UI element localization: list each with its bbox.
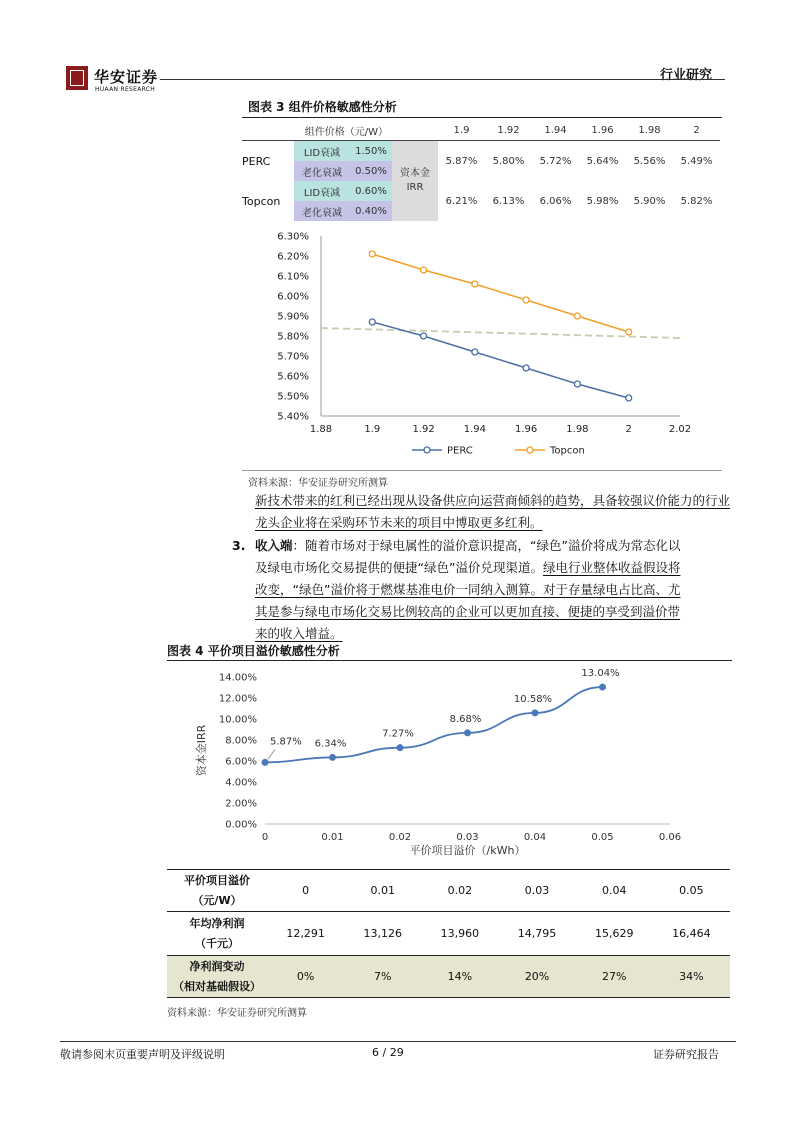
y-tick-label: 10.00% — [218, 714, 257, 726]
y-tick-label: 6.30% — [277, 231, 309, 243]
premium-table — [167, 869, 730, 998]
irr-cell: 5.87% — [445, 155, 478, 167]
row-header: 净利润变动 （相对基础假设） — [173, 959, 261, 993]
data-point — [421, 267, 427, 273]
para-line: 其是参与绿电市场化交易比例较高的企业可以更加直接、便捷的享受到溢价带 — [255, 604, 681, 619]
premium-cell: 0.05 — [679, 884, 704, 897]
data-label: 7.27% — [382, 728, 414, 740]
lid-value: 1.50% — [350, 141, 392, 162]
data-point — [574, 313, 580, 319]
lid-value: 0.60% — [350, 181, 392, 201]
change-cell: 20% — [524, 970, 550, 983]
figure3-bottom-rule — [242, 470, 722, 471]
data-point — [369, 251, 375, 257]
y-tick-label: 6.10% — [277, 271, 309, 283]
legend-label: Topcon — [550, 445, 585, 457]
data-label: 13.04% — [581, 668, 620, 680]
irr-cell: 6.21% — [445, 195, 478, 207]
component-price-table — [242, 120, 720, 221]
irr-cell: 5.98% — [586, 195, 619, 207]
footer-disclaimer: 敬请参阅末页重要声明及评级说明 — [60, 1048, 225, 1061]
x-tick-label: 0 — [261, 832, 269, 843]
footer-report-type: 证券研究报告 — [653, 1048, 719, 1061]
para-line: 及绿电市场化交易提供的便捷“绿色”溢价兑现渠道。 — [255, 560, 543, 575]
legend-label: PERC — [447, 445, 473, 457]
x-tick-label: 0.06 — [658, 832, 682, 843]
data-point — [523, 297, 529, 303]
change-cell: 27% — [601, 970, 627, 983]
profit-cell: 13,960 — [440, 927, 480, 940]
y-tick-label: 5.40% — [277, 411, 309, 423]
lid-label: LID衰减 — [294, 181, 350, 201]
para-line: 来的收入增益。 — [255, 626, 343, 641]
data-point — [523, 365, 529, 371]
paragraph-2 — [232, 535, 742, 645]
y-tick-label: 5.70% — [277, 351, 309, 363]
y-tick-label: 4.00% — [225, 777, 257, 789]
irr-label: 资本金IRR — [392, 141, 438, 222]
price-cell: 1.96 — [591, 124, 614, 136]
data-point — [329, 754, 336, 761]
premium-cell: 0.04 — [601, 884, 627, 897]
price-cell: 1.92 — [497, 124, 520, 136]
y-axis-title: 资本金IRR — [195, 724, 208, 777]
component-price-chart — [242, 226, 732, 466]
data-point — [574, 381, 580, 387]
aging-value: 0.40% — [350, 201, 392, 221]
data-point — [369, 319, 375, 325]
x-tick-label: 1.88 — [309, 424, 333, 435]
y-tick-label: 6.20% — [277, 251, 309, 263]
data-label: 5.87% — [270, 736, 302, 748]
premium-cell: 0.03 — [524, 884, 550, 897]
lid-label: LID衰减 — [294, 141, 350, 162]
x-tick-label: 0.04 — [523, 832, 547, 843]
irr-cell: 6.06% — [539, 195, 572, 207]
y-tick-label: 5.90% — [277, 311, 309, 323]
x-tick-label: 1.96 — [515, 424, 538, 435]
legend-marker — [527, 447, 533, 453]
data-point — [472, 281, 478, 287]
paragraph-1: 新技术带来的红利已经出现从设备供应向运营商倾斜的趋势，具备较强议价能力的行业龙头企业将在采购环节未来的项目中博取更多红利。 — [255, 493, 731, 530]
footer-rule — [60, 1041, 736, 1042]
header-rule — [160, 79, 725, 80]
y-tick-label: 5.50% — [277, 391, 309, 403]
irr-cell: 6.13% — [492, 195, 525, 207]
irr-cell: 5.82% — [680, 195, 713, 207]
y-tick-label: 8.00% — [225, 735, 257, 747]
row-name-topcon: Topcon — [242, 194, 281, 208]
premium-sensitivity-chart — [167, 662, 732, 862]
x-tick-label: 1.92 — [412, 424, 435, 435]
para-line: ：随着市场对于绿电属性的溢价意识提高，“绿色”溢价将成为常态化以 — [292, 538, 681, 553]
y-tick-label: 14.00% — [218, 672, 257, 684]
para-line: 改变，“绿色”溢价将于燃煤基准电价一同纳入测算。对于存量绿电占比高、尤 — [255, 582, 681, 597]
row-header: 年均净利润 （千元） — [189, 916, 245, 950]
data-point — [464, 729, 471, 736]
data-point — [626, 329, 632, 335]
profit-cell: 12,291 — [286, 927, 325, 940]
logo-icon — [66, 66, 88, 90]
page-number: 6 / 29 — [372, 1046, 404, 1059]
label-leader — [268, 749, 275, 759]
figure3-title: 图表 3 组件价格敏感性分析 — [248, 100, 397, 114]
data-point — [626, 395, 632, 401]
x-tick-label: 0.02 — [388, 832, 412, 843]
x-tick-label: 0.03 — [456, 832, 479, 843]
figure3-source: 资料来源：华安证券研究所测算 — [248, 478, 388, 489]
para-line-underlined: 绿电行业整体收益假设将 — [542, 560, 681, 575]
series-line-topcon — [372, 254, 628, 332]
y-tick-label: 5.60% — [277, 371, 309, 383]
irr-cell: 5.72% — [539, 155, 572, 167]
change-cell: 14% — [447, 970, 473, 983]
data-label: 8.68% — [449, 713, 482, 725]
data-point — [532, 709, 539, 716]
price-cell: 2 — [693, 124, 700, 136]
x-tick-label: 0.05 — [591, 832, 614, 843]
data-point — [262, 759, 269, 766]
figure4-title: 图表 4 平价项目溢价敏感性分析 — [167, 644, 340, 658]
data-label: 10.58% — [513, 693, 553, 705]
data-point — [472, 349, 478, 355]
y-tick-label: 6.00% — [225, 756, 257, 768]
figure4-top-rule — [167, 660, 732, 661]
x-tick-label: 2 — [625, 424, 632, 435]
y-tick-label: 6.00% — [277, 291, 309, 303]
x-tick-label: 1.98 — [566, 424, 589, 435]
irr-cell: 5.64% — [586, 155, 619, 167]
change-cell: 34% — [679, 970, 704, 983]
price-header-label: 组件价格（元/W） — [304, 126, 388, 138]
list-heading: 收入端 — [255, 538, 293, 553]
x-tick-label: 2.02 — [668, 424, 692, 435]
irr-cell: 5.90% — [633, 195, 666, 207]
y-tick-label: 5.80% — [277, 331, 309, 343]
profit-cell: 15,629 — [594, 927, 634, 940]
profit-cell: 13,126 — [363, 927, 402, 940]
list-number: 3. — [232, 538, 246, 553]
irr-cell: 5.56% — [633, 155, 666, 167]
x-tick-label: 1.9 — [364, 424, 381, 435]
legend-marker — [424, 447, 430, 453]
aging-label: 老化衰减 — [294, 201, 350, 221]
price-cell: 1.9 — [453, 124, 470, 136]
change-cell: 7% — [374, 970, 392, 983]
y-tick-label: 0.00% — [225, 819, 257, 831]
section-label: 行业研究 — [660, 68, 713, 83]
data-point — [397, 744, 404, 751]
logo-subtext: HUAAN RESEARCH — [95, 86, 156, 93]
row-name-perc: PERC — [242, 154, 271, 168]
price-cell: 1.94 — [544, 124, 567, 136]
y-tick-label: 12.00% — [218, 693, 257, 705]
figure3-top-rule — [242, 117, 722, 118]
change-cell: 0% — [296, 970, 315, 983]
irr-cell: 5.49% — [680, 155, 713, 167]
y-tick-label: 2.00% — [225, 798, 257, 810]
profit-cell: 14,795 — [517, 927, 557, 940]
premium-cell: 0.01 — [370, 884, 395, 897]
data-point — [421, 333, 427, 339]
x-tick-label: 1.94 — [463, 424, 486, 435]
price-cell: 1.98 — [638, 124, 661, 136]
data-label: 6.34% — [314, 738, 347, 750]
premium-cell: 0 — [302, 884, 310, 897]
row-header: 平价项目溢价 （元/W） — [184, 873, 250, 907]
irr-cell: 5.80% — [492, 155, 525, 167]
x-tick-label: 0.01 — [321, 832, 344, 843]
premium-cell: 0.02 — [447, 884, 473, 897]
profit-cell: 16,464 — [672, 927, 711, 940]
figure4-source: 资料来源：华安证券研究所测算 — [167, 1008, 307, 1019]
aging-value: 0.50% — [350, 161, 392, 181]
logo-text: 华安证券 — [94, 68, 159, 86]
x-axis-title: 平价项目溢价（/kWh） — [409, 844, 526, 857]
aging-label: 老化衰减 — [294, 161, 350, 181]
data-point — [599, 684, 606, 691]
